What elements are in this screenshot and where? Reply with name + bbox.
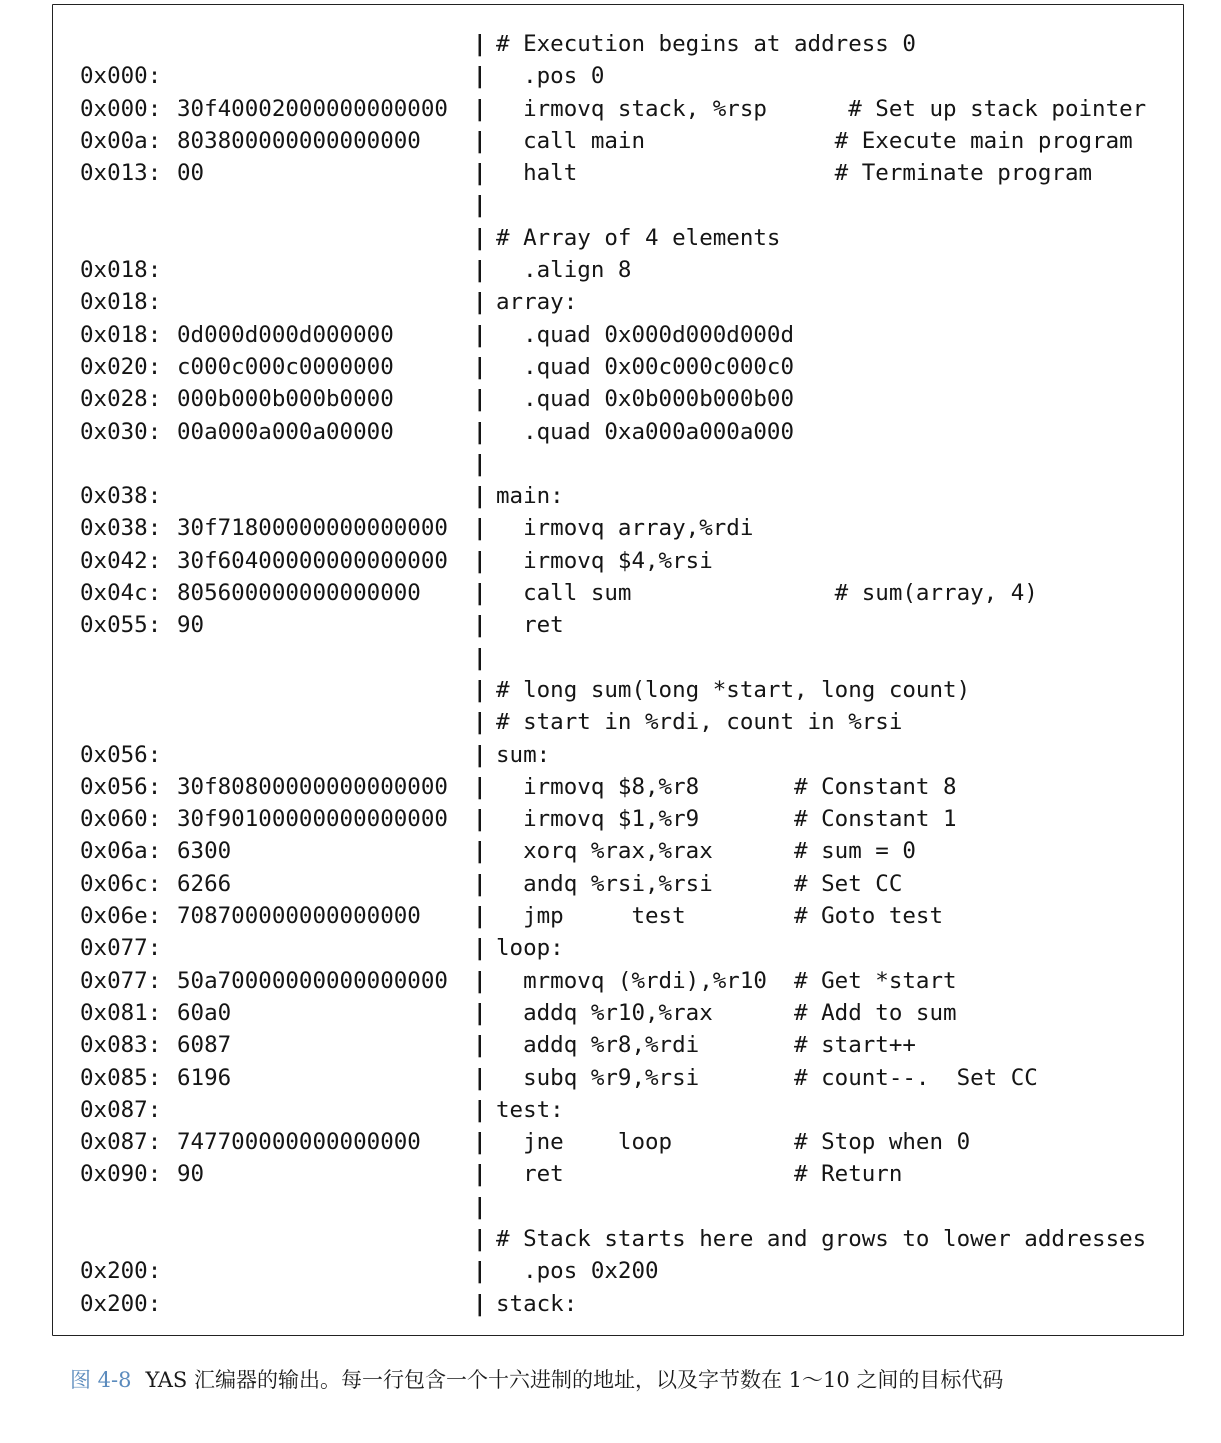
line-source: irmovq stack, %rsp # Set up stack pointer: [496, 95, 1147, 122]
column-separator: |: [473, 1258, 487, 1285]
line-source: mrmovq (%rdi),%r10 # Get *start: [496, 967, 957, 994]
line-address: 0x056:: [80, 741, 162, 768]
line-source: xorq %rax,%rax # sum = 0: [496, 838, 916, 865]
line-object-code: 6300: [177, 838, 232, 865]
line-object-code: 50a70000000000000000: [177, 967, 448, 994]
column-separator: |: [473, 935, 487, 962]
column-separator: |: [473, 870, 487, 897]
column-separator: |: [473, 1032, 487, 1059]
line-source: call main # Execute main program: [496, 127, 1133, 154]
line-object-code: 30f90100000000000000: [177, 806, 448, 833]
column-separator: |: [473, 450, 487, 477]
line-source: .pos 0: [496, 63, 605, 90]
line-source: ret: [496, 612, 564, 639]
column-separator: |: [473, 1161, 487, 1188]
line-source: # start in %rdi, count in %rsi: [496, 709, 903, 736]
line-object-code: 30f60400000000000000: [177, 547, 448, 574]
line-address: 0x087:: [80, 1129, 162, 1156]
line-address: 0x077:: [80, 967, 162, 994]
line-address: 0x056:: [80, 773, 162, 800]
line-source: andq %rsi,%rsi # Set CC: [496, 870, 903, 897]
caption-text: YAS 汇编器的输出。每一行包含一个十六进制的地址，以及字节数在 1～10 之间的目标代码: [145, 1368, 1004, 1392]
column-separator: |: [473, 580, 487, 607]
column-separator: |: [473, 257, 487, 284]
line-address: 0x06c:: [80, 870, 162, 897]
column-separator: |: [473, 127, 487, 154]
line-source: array:: [496, 289, 578, 316]
column-separator: |: [473, 1290, 487, 1317]
column-separator: |: [473, 1064, 487, 1091]
line-object-code: 0d000d000d000000: [177, 321, 394, 348]
line-source: ret # Return: [496, 1161, 903, 1188]
line-source: irmovq $1,%r9 # Constant 1: [496, 806, 957, 833]
column-separator: |: [473, 418, 487, 445]
line-object-code: 747700000000000000: [177, 1129, 421, 1156]
line-object-code: 90: [177, 1161, 205, 1188]
line-source: test:: [496, 1096, 564, 1123]
column-separator: |: [473, 224, 487, 251]
line-address: 0x087:: [80, 1096, 162, 1123]
line-source: call sum # sum(array, 4): [496, 580, 1038, 607]
line-object-code: 30f71800000000000000: [177, 515, 448, 542]
line-source: halt # Terminate program: [496, 160, 1093, 187]
line-address: 0x04c:: [80, 580, 162, 607]
column-separator: |: [473, 31, 487, 57]
column-separator: |: [473, 612, 487, 639]
line-source: # Array of 4 elements: [496, 224, 781, 251]
line-source: .align 8: [496, 257, 632, 284]
column-separator: |: [473, 741, 487, 768]
line-source: # Execution begins at address 0: [496, 31, 916, 57]
line-address: 0x018:: [80, 321, 162, 348]
line-address: 0x060:: [80, 806, 162, 833]
column-separator: |: [473, 321, 487, 348]
line-object-code: 90: [177, 612, 205, 639]
line-object-code: 000b000b000b0000: [177, 386, 394, 413]
line-address: 0x042:: [80, 547, 162, 574]
line-source: subq %r9,%rsi # count--. Set CC: [496, 1064, 1038, 1091]
column-separator: |: [473, 1096, 487, 1123]
line-source: .quad 0x00c000c000c0: [496, 353, 795, 380]
figure-caption: [70, 1364, 1003, 1394]
line-address: 0x06a:: [80, 838, 162, 865]
line-address: 0x00a:: [80, 127, 162, 154]
line-object-code: 30f80800000000000000: [177, 773, 448, 800]
line-object-code: 803800000000000000: [177, 127, 421, 154]
line-address: 0x200:: [80, 1258, 162, 1285]
column-separator: |: [473, 95, 487, 122]
line-address: 0x083:: [80, 1032, 162, 1059]
line-source: jmp test # Goto test: [496, 903, 944, 930]
column-separator: |: [473, 903, 487, 930]
line-object-code: 00: [177, 160, 205, 187]
line-address: 0x085:: [80, 1064, 162, 1091]
line-object-code: 6196: [177, 1064, 232, 1091]
column-separator: |: [473, 806, 487, 833]
column-separator: |: [473, 838, 487, 865]
line-address: 0x200:: [80, 1290, 162, 1317]
line-source: irmovq $4,%rsi: [496, 547, 713, 574]
line-address: 0x077:: [80, 935, 162, 962]
line-object-code: 60a0: [177, 999, 232, 1026]
line-address: 0x018:: [80, 289, 162, 316]
line-address: 0x000:: [80, 63, 162, 90]
line-object-code: 708700000000000000: [177, 903, 421, 930]
column-separator: |: [473, 547, 487, 574]
line-source: sum:: [496, 741, 551, 768]
line-object-code: 30f40002000000000000: [177, 95, 448, 122]
line-address: 0x038:: [80, 483, 162, 510]
line-source: # Stack starts here and grows to lower addresses: [496, 1225, 1147, 1252]
column-separator: |: [473, 676, 487, 703]
line-source: addq %r8,%rdi # start++: [496, 1032, 916, 1059]
column-separator: |: [473, 160, 487, 187]
line-source: irmovq array,%rdi: [496, 515, 754, 542]
line-source: .quad 0xa000a000a000: [496, 418, 795, 445]
line-source: jne loop # Stop when 0: [496, 1129, 971, 1156]
column-separator: |: [473, 192, 487, 219]
line-address: 0x090:: [80, 1161, 162, 1188]
line-object-code: 00a000a000a00000: [177, 418, 394, 445]
line-object-code: 805600000000000000: [177, 580, 421, 607]
line-object-code: 6087: [177, 1032, 232, 1059]
line-address: 0x030:: [80, 418, 162, 445]
line-source: main:: [496, 483, 564, 510]
column-separator: |: [473, 353, 487, 380]
column-separator: |: [473, 1225, 487, 1252]
line-object-code: c000c000c0000000: [177, 353, 394, 380]
line-source: # long sum(long *start, long count): [496, 676, 971, 703]
column-separator: |: [473, 999, 487, 1026]
line-address: 0x020:: [80, 353, 162, 380]
line-address: 0x028:: [80, 386, 162, 413]
line-address: 0x081:: [80, 999, 162, 1026]
column-separator: |: [473, 773, 487, 800]
line-address: 0x06e:: [80, 903, 162, 930]
line-source: .quad 0x0b000b000b00: [496, 386, 795, 413]
column-separator: |: [473, 1193, 487, 1220]
line-source: irmovq $8,%r8 # Constant 8: [496, 773, 957, 800]
column-separator: |: [473, 967, 487, 994]
column-separator: |: [473, 709, 487, 736]
line-object-code: 6266: [177, 870, 232, 897]
line-address: 0x013:: [80, 160, 162, 187]
line-address: 0x000:: [80, 95, 162, 122]
column-separator: |: [473, 644, 487, 671]
column-separator: |: [473, 515, 487, 542]
column-separator: |: [473, 483, 487, 510]
column-separator: |: [473, 63, 487, 90]
line-source: .quad 0x000d000d000d: [496, 321, 795, 348]
column-separator: |: [473, 386, 487, 413]
line-address: 0x038:: [80, 515, 162, 542]
line-source: .pos 0x200: [496, 1258, 659, 1285]
column-separator: |: [473, 1129, 487, 1156]
column-separator: |: [473, 289, 487, 316]
figure-label: 图 4-8: [70, 1368, 132, 1392]
line-address: 0x018:: [80, 257, 162, 284]
line-address: 0x055:: [80, 612, 162, 639]
line-source: addq %r10,%rax # Add to sum: [496, 999, 957, 1026]
line-source: stack:: [496, 1290, 578, 1317]
line-source: loop:: [496, 935, 564, 962]
